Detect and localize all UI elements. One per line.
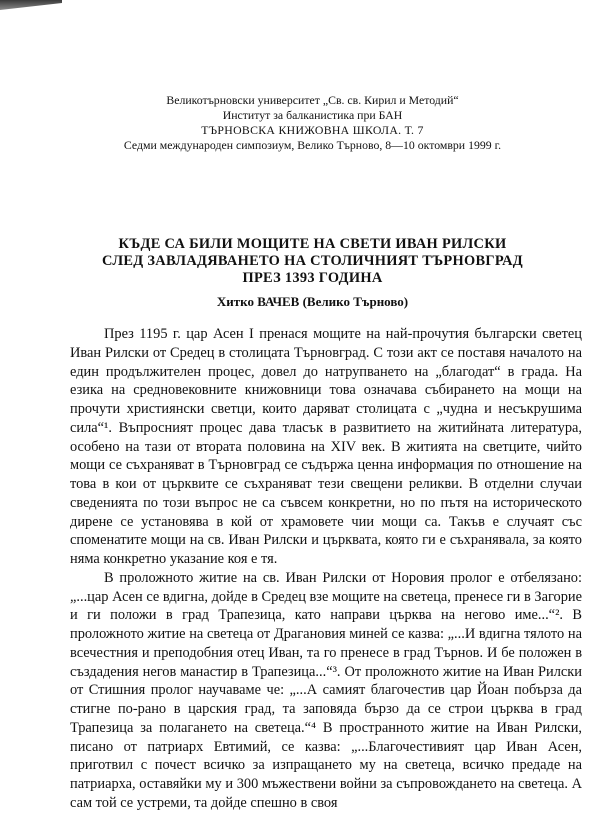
header-university: Великотърновски университет „Св. св. Кирил и Методий“ bbox=[166, 93, 459, 107]
title-line-3: ПРЕЗ 1393 ГОДИНА bbox=[242, 270, 383, 286]
paragraph: В проложното житие на св. Иван Рилски от Норовия пролог е отбелязано: „...цар Асен се вдигна, дойде в Средец взе мощите на светеца, пренесе ги в Загорие и ги положи в град Трапезица, като направи църква на негово име...“². В проложното житие на светеца от Драгановия миней се казва: „...И вдигна тялото на всечестния и преподобния отец Иван, та го пренесе в град Търнов. И бе положен в създадения негов манастир в Трапезица...“³. От проложното житие на Иван Рилски от Стишния пролог научаваме че: „...А самият благочестив цар Йоан побърза да стигне по-рано в царския град, та заповяда бързо да се строи църква в град Трапезица за полагането на светеца.“⁴ В пространното житие на Иван Рилски, писано от патриарх Евтимий, се казва: „...Благочестивият цар Иван Асен, приготвил с почест всичко за изпращането му на светеца, всичко предаде на патриарха, оставяйки му и 300 мъжествени войни за съпровождането на светеца. А сам той се устреми, та дойде спешно в своя bbox=[70, 569, 582, 811]
publication-header bbox=[40, 93, 585, 153]
title-line-2: СЛЕД ЗАВЛАДЯВАНЕТО НА СТОЛИЧНИЯТ ТЪРНОВГРАД bbox=[102, 253, 523, 269]
article-body bbox=[70, 325, 582, 813]
header-symposium: Седми международен симпозиум, Велико Търново, 8—10 октомври 1999 г. bbox=[123, 138, 502, 152]
title-line-1: КЪДЕ СА БИЛИ МОЩИТЕ НА СВЕТИ ИВАН РИЛСКИ bbox=[118, 236, 507, 252]
header-series: ТЪРНОВСКА КНИЖОВНА ШКОЛА. Т. 7 bbox=[201, 123, 424, 137]
header-institute: Институт за балканистика при БАН bbox=[222, 108, 403, 122]
paragraph: През 1195 г. цар Асен I пренася мощите на най-прочутия български светец Иван Рилски от Средец в столицата Търновград. С този акт се поставя началото на един продължителен процес, довел до натрупването на „благодат“ в града. На езика на средновековните книжовници това означава събирането на мощи на прочути християнски светци, които даряват столицата с „чудна и несъкрушима сила“¹. Въпросният процес дава тласък в развитието на житийната литература, особено на тази от втората половина на XIV век. В житията на светците, чийто мощи се съхраняват в Търновград се съдържа ценна информация по отношение на това в кои от църквите се съхраняват тези свещени реликви. В отделни случаи сведенията по този въпрос не са съвсем конкретни, но по пътя на историческото дирене се установява в кой от храмовете чии мощи са. Такъв е случаят със споменатите мощи на св. Иван Рилски и църквата, която ги е съхранявала, за която няма конкретно указание коя е тя. bbox=[70, 326, 582, 567]
article-title bbox=[40, 236, 585, 287]
scan-corner-artifact bbox=[0, 0, 62, 10]
article-author: Хитко ВАЧЕВ (Велико Търново) bbox=[216, 294, 409, 309]
